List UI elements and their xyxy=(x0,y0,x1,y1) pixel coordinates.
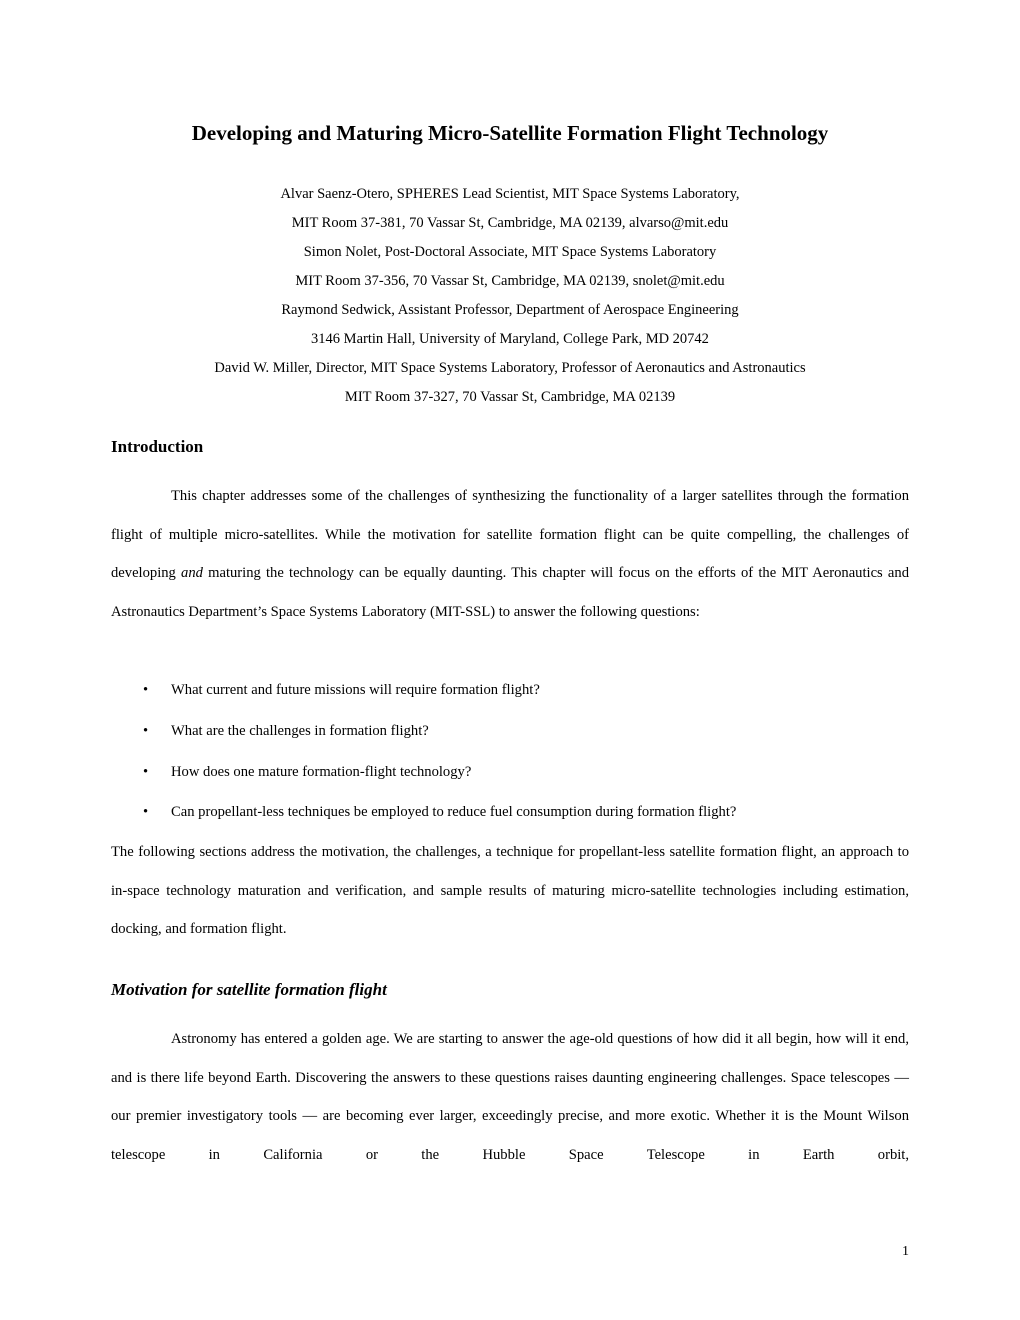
page-number: 1 xyxy=(902,1244,909,1259)
author-line: MIT Room 37-356, 70 Vassar St, Cambridge, MA 02139, snolet@mit.edu xyxy=(295,273,725,289)
intro-text-a: This chapter addresses some of the challenges of synthesizing the functionality of a larger satellites through the formation flight of multiple micro-satellites. While the motivation for satellite formation flight can be quite compelling, the challenges of developing xyxy=(111,488,909,582)
section-heading-introduction: Introduction xyxy=(111,437,204,456)
intro-text-b: maturing the technology can be equally daunting. This chapter will focus on the efforts of the MIT Aeronautics and Astronautics Department’s Space Systems Laboratory (MIT-SSL) to answer the following questions: xyxy=(111,565,909,620)
motivation-paragraph: Astronomy has entered a golden age. We are starting to answer the age-old questions of how did it all begin, how will it end, and is there life beyond Earth. Discovering the answers to these questions raises daunting engineering challenges. Space telescopes — our premier investigatory tools — are becoming ever larger, exceedingly precise, and more exotic. Whether it is the Mount Wilson telescope in California or the Hubble Space Telescope in Earth orbit, xyxy=(111,1031,909,1163)
section-heading-motivation: Motivation for satellite formation flight xyxy=(111,980,387,999)
list-item xyxy=(111,762,909,803)
author-line: MIT Room 37-327, 70 Vassar St, Cambridge, MA 02139 xyxy=(344,389,676,405)
author-line: Simon Nolet, Post-Doctoral Associate, MIT Space Systems Laboratory xyxy=(303,244,717,260)
author-line: Raymond Sedwick, Assistant Professor, Department of Aerospace Engineering xyxy=(281,302,739,318)
document-title: Developing and Maturing Micro-Satellite Formation Flight Technology xyxy=(191,121,829,145)
list-item-text: What current and future missions will require formation flight? xyxy=(171,682,540,698)
bullet-icon: • xyxy=(143,763,149,780)
list-item-text: Can propellant-less techniques be employed to reduce fuel consumption during formation flight? xyxy=(171,804,737,821)
question-list xyxy=(111,680,909,843)
author-line: David W. Miller, Director, MIT Space Systems Laboratory, Professor of Aeronautics and Astronautics xyxy=(214,360,806,376)
list-item xyxy=(111,721,909,762)
sections-overview-paragraph: The following sections address the motivation, the challenges, a technique for propellant-less satellite formation flight, an approach to in-space technology maturation and verification, and sample results of maturing micro-satellite technologies including estimation, docking, and formation flight. xyxy=(111,844,909,938)
author-line: MIT Room 37-381, 70 Vassar St, Cambridge, MA 02139, alvarso@mit.edu xyxy=(291,215,729,231)
intro-paragraph xyxy=(111,477,909,631)
bullet-icon: • xyxy=(143,804,149,821)
list-item-text: How does one mature formation-flight technology? xyxy=(171,763,472,780)
author-line: Alvar Saenz-Otero, SPHERES Lead Scientist, MIT Space Systems Laboratory, xyxy=(280,186,740,202)
list-item-text: What are the challenges in formation flight? xyxy=(171,722,429,739)
author-block xyxy=(0,185,1020,417)
list-item xyxy=(111,680,909,721)
author-line: 3146 Martin Hall, University of Maryland, College Park, MD 20742 xyxy=(311,331,709,347)
bullet-icon: • xyxy=(143,722,149,739)
bullet-icon: • xyxy=(143,682,149,698)
intro-emphasis: and xyxy=(181,565,203,582)
